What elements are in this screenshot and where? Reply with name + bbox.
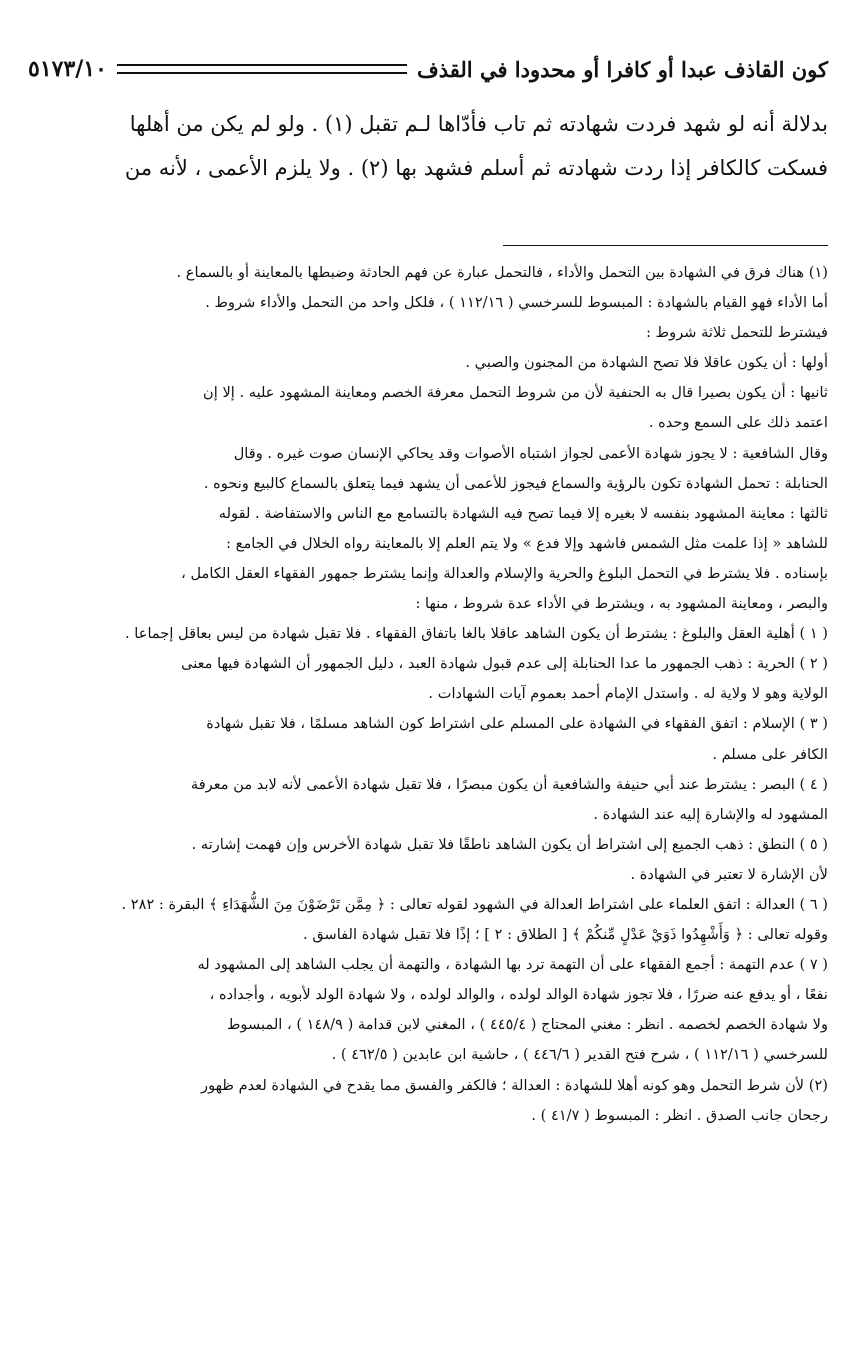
footnote-line: للسرخسي ( ١١٢/١٦ ) ، شرح فتح القدير ( ٤٤٦/٦ ) ، حاشية ابن عابدين ( ٤٦٢/٥ ) . <box>331 1046 828 1064</box>
footnote-line: ولا شهادة الخصم لخصمه . انظر : مغني المحتاج ( ٤٤٥/٤ ) ، المغني لابن قدامة ( ١٤٨/٩ ) ، المبسوط <box>226 1016 828 1034</box>
main-text-line: فسكت كالكافر إذا ردت شهادته ثم أسلم فشهد بها (٢) . ولا يلزم الأعمى ، لأنه من <box>124 156 828 180</box>
footnote-line: (١) هناك فرق في الشهادة بين التحمل والأداء ، فالتحمل عبارة عن فهم الحادثة وضبطها بالمعاينة أو بالسماع . <box>176 264 828 281</box>
footnote-line: ( ١ ) أهلية العقل والبلوغ : يشترط أن يكون الشاهد عاقلا بالغا باتفاق الفقهاء . فلا تقبل شهادة من ليس بعاقل إجماعا . <box>125 625 828 643</box>
footnote-line: ( ٥ ) النطق : ذهب الجميع إلى اشتراط أن يكون الشاهد ناطقًا فلا تقبل شهادة الأخرس وإن فهمت إشارته . <box>191 835 828 853</box>
page-number: ٥١٧٣/١٠ <box>28 56 107 82</box>
footnote-line: لأن الإشارة لا تعتبر في الشهادة . <box>630 865 828 883</box>
running-header <box>28 50 828 88</box>
footnote-line: والبصر ، ومعاينة المشهود به ، ويشترط في الأداء عدة شروط ، منها : <box>415 595 828 613</box>
footnote-line: الكافر على مسلم . <box>712 745 828 763</box>
footnote-line: ثالثها : معاينة المشهود بنفسه لا بغيره إلا فيما تصح فيه الشهادة بالتسامع مع الناس والاستفاضة . لقوله <box>218 504 828 522</box>
footnote-line: ( ٤ ) البصر : يشترط عند أبي حنيفة والشافعية أن يكون مبصرًا ، فلا تقبل شهادة الأعمى لأنه لابد من معرفة <box>190 775 828 793</box>
footnote-line: فيشترط للتحمل ثلاثة شروط : <box>646 324 828 342</box>
header-double-rule <box>117 64 407 74</box>
book-page <box>28 50 828 1131</box>
main-text <box>28 102 828 190</box>
header-title: كون القاذف عبدا أو كافرا أو محدودا في القذف <box>416 56 828 82</box>
footnote-line: بإسناده . فلا يشترط في التحمل البلوغ والحرية والإسلام والعدالة وإنما يشترط جمهور الفقهاء العقل الكامل ، <box>181 564 828 582</box>
footnote-line: المشهود له والإشارة إليه عند الشهادة . <box>593 805 828 823</box>
footnote-line: (٢) لأن شرط التحمل وهو كونه أهلا للشهادة : العدالة ؛ فالكفر والفسق مما يقدح في الشهادة لعدم ظهور <box>201 1076 828 1094</box>
footnote-line: أما الأداء فهو القيام بالشهادة : المبسوط للسرخسي ( ١١٢/١٦ ) ، فلكل واحد من التحمل والأداء شروط . <box>205 294 828 312</box>
footnote-line: أولها : أن يكون عاقلا فلا تصح الشهادة من المجنون والصبي . <box>465 354 828 372</box>
footnote-line: الحنابلة : تحمل الشهادة تكون بالرؤية والسماع فيجوز للأعمى أن يشهد فيما يتعلق بالسماع كالبيع ونحوه . <box>203 474 828 492</box>
footnote-line: ( ٦ ) العدالة : اتفق العلماء على اشتراط العدالة في الشهود لقوله تعالى : ﴿ مِمَّن تَرْضَوْنَ مِنَ الشُّهَدَاءِ ﴾ البقرة : ٢٨٢ . <box>121 895 828 913</box>
footnote-line: الولاية وهو لا ولاية له . واستدل الإمام أحمد بعموم آيات الشهادات . <box>428 685 828 703</box>
footnote-separator <box>503 245 828 246</box>
footnote-line: ( ٣ ) الإسلام : اتفق الفقهاء في الشهادة على المسلم على اشتراط كون الشاهد مسلمًا ، فلا تقبل شهادة <box>206 715 828 733</box>
main-text-line: بدلالة أنه لو شهد فردت شهادته ثم تاب فأدّاها لـم تقبل (١) . ولو لم يكن من أهلها <box>129 112 828 136</box>
footnote-line: رجحان جانب الصدق . انظر : المبسوط ( ٤١/٧ ) . <box>531 1106 828 1124</box>
footnotes <box>28 258 828 1131</box>
footnote-line: اعتمد ذلك على السمع وحده . <box>648 414 828 432</box>
footnote-line: وقوله تعالى : ﴿ وَأَشْهِدُوا ذَوَيْ عَدْلٍ مِّنكُمْ ﴾ [ الطلاق : ٢ ] ؛ إذًا فلا تقبل شهادة الفاسق . <box>303 926 828 944</box>
footnote-line: نفعًا ، أو يدفع عنه ضررًا ، فلا تجوز شهادة الوالد لولده ، والوالد لولده ، ولا شهادة الولد لأبويه ، وأجداده ، <box>209 986 828 1004</box>
footnote-line: ثانيها : أن يكون بصيرا قال به الحنفية لأن من شروط التحمل معرفة الخصم ومعاينة المشهود عليه . إلا إن <box>203 384 828 402</box>
footnote-line: للشاهد « إذا علمت مثل الشمس فاشهد وإلا فدع » ولا يتم العلم إلا بالمعاينة رواه الخلال في الجامع : <box>226 534 828 552</box>
footnote-line: وقال الشافعية : لا يجوز شهادة الأعمى لجواز اشتباه الأصوات وقد يحاكي الإنسان صوت غيره . وقال <box>233 444 828 462</box>
footnote-line: ( ٧ ) عدم التهمة : أجمع الفقهاء على أن التهمة ترد بها الشهادة ، والتهمة أن يجلب الشاهد إلى المشهود له <box>197 956 828 974</box>
footnote-line: ( ٢ ) الحرية : ذهب الجمهور ما عدا الحنابلة إلى عدم قبول شهادة العبد ، دليل الجمهور أن الشهادة فيها معنى <box>181 655 828 673</box>
